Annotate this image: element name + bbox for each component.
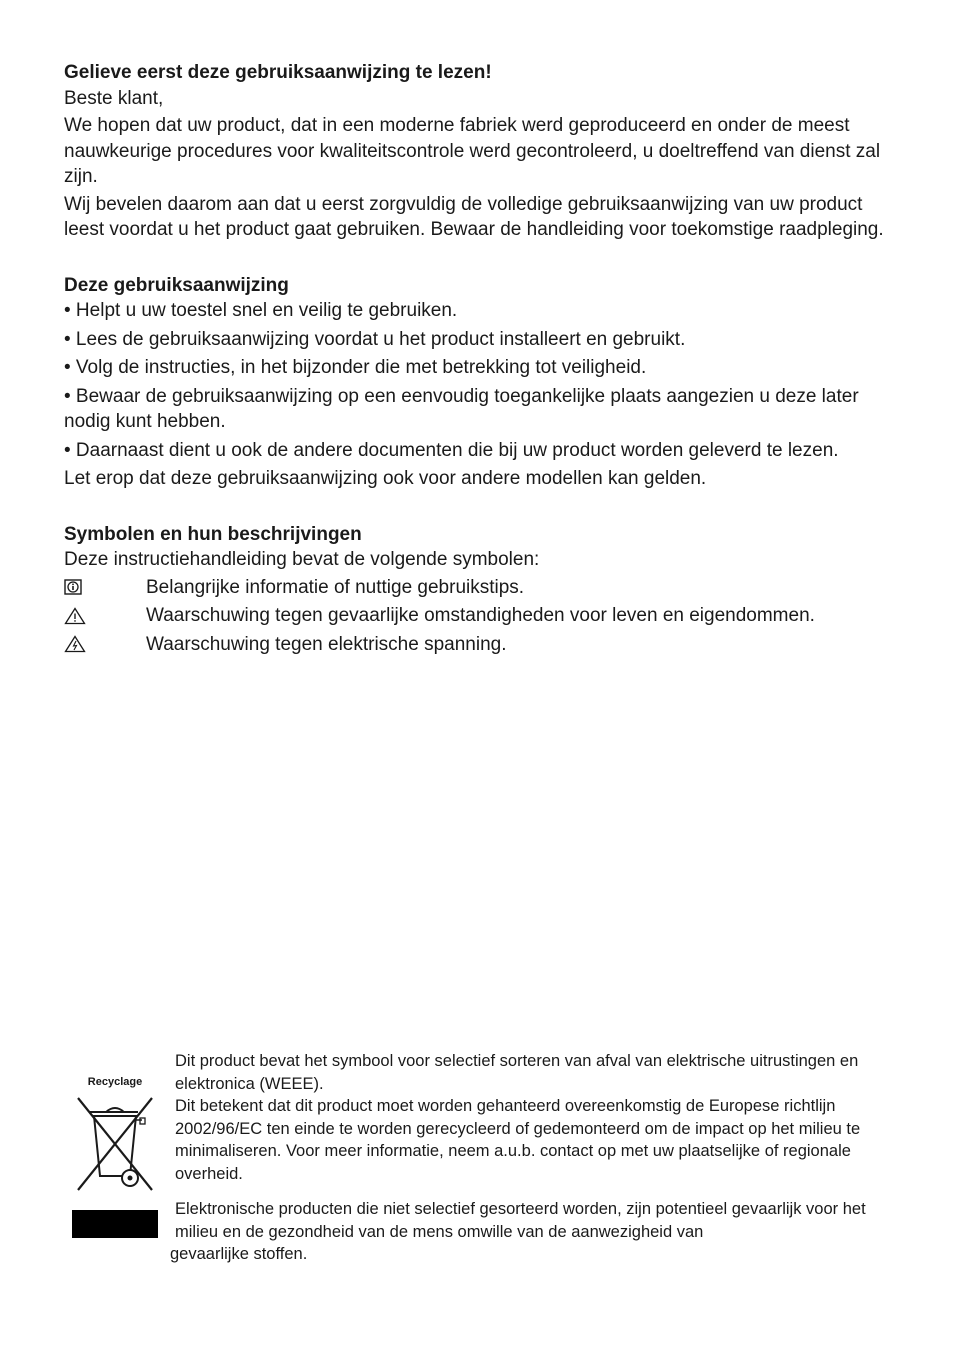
manual-page xyxy=(64,60,894,660)
bullet-item: • Bewaar de gebruiksaanwijzing op een eenvoudig toegankelijke plaats aangezien u deze later nodig kunt hebben. xyxy=(64,385,859,432)
symbol-description: Waarschuwing tegen gevaarlijke omstandigheden voor leven en eigendommen. xyxy=(146,605,815,626)
info-icon xyxy=(64,575,146,600)
manual-note: Let erop dat deze gebruiksaanwijzing ook voor andere modellen kan gelden. xyxy=(64,468,707,489)
weee-paragraph-2: Dit betekent dat dit product moet worden gehanteerd overeenkomstig de Europese richtlijn 2002/96/EC ten einde te worden gerecycleerd of gedemonteerd om de impact op het milieu te minimaliseren. Voor meer informatie, neem a.u.b. contact op met uw plaatselijke of regionale overheid. xyxy=(175,1097,861,1183)
bullet-item: • Daarnaast dient u ook de andere documenten die bij uw product worden geleverd te lezen. xyxy=(64,439,839,461)
symbol-description: Belangrijke informatie of nuttige gebruikstips. xyxy=(146,576,525,598)
weee-logo xyxy=(72,1076,158,1199)
electric-warning-icon xyxy=(64,632,146,657)
weee-black-bar xyxy=(72,1210,158,1238)
bullet-item: • Lees de gebruiksaanwijzing voordat u het product installeert en gebruikt. xyxy=(64,328,686,350)
bullet-item: • Volg de instructies, in het bijzonder die met betrekking tot veiligheid. xyxy=(64,357,647,378)
recycle-label: Recyclage xyxy=(87,1076,143,1088)
intro-paragraph-1: We hopen dat uw product, dat in een moderne fabriek werd geproduceerd en onder de meest nauwkeurige procedures voor kwaliteitscontrole werd gecontroleerd, u doeltreffend van dienst zal zijn. xyxy=(64,115,881,187)
symbols-heading: Symbolen en hun beschrijvingen xyxy=(64,523,362,545)
symbols-intro: Deze instructiehandleiding bevat de volgende symbolen: xyxy=(64,549,540,570)
warning-icon xyxy=(64,603,146,628)
manual-heading: Deze gebruiksaanwijzing xyxy=(64,274,289,296)
crossed-out-bin-icon xyxy=(72,1090,158,1194)
weee-paragraph-3: Elektronische producten die niet selectief gesorteerd worden, zijn potentieel gevaarlijk voor het milieu en de gezondheid van de mens omwille van de aanwezigheid van xyxy=(175,1200,866,1241)
bullet-item: • Helpt u uw toestel snel en veilig te gebruiken. xyxy=(64,300,458,321)
weee-paragraph-1: Dit product bevat het symbool voor selectief sorteren van afval van elektrische uitrustingen en elektronica (WEEE). xyxy=(175,1052,859,1093)
greeting: Beste klant, xyxy=(64,87,164,109)
weee-paragraph-3-end: gevaarlijke stoffen. xyxy=(170,1245,308,1263)
intro-paragraph-2: Wij bevelen daarom aan dat u eerst zorgvuldig de volledige gebruiksaanwijzing van uw product leest voordat u het product gaat gebruiken. Bewaar de handleiding voor toekomstige raadpleging. xyxy=(64,193,884,240)
intro-heading: Gelieve eerst deze gebruiksaanwijzing te lezen! xyxy=(64,62,492,83)
symbol-row-electric xyxy=(64,632,894,658)
symbol-row-warning xyxy=(64,603,894,629)
symbol-description: Waarschuwing tegen elektrische spanning. xyxy=(146,633,507,655)
weee-text xyxy=(170,1050,875,1266)
symbol-row-info xyxy=(64,575,894,601)
